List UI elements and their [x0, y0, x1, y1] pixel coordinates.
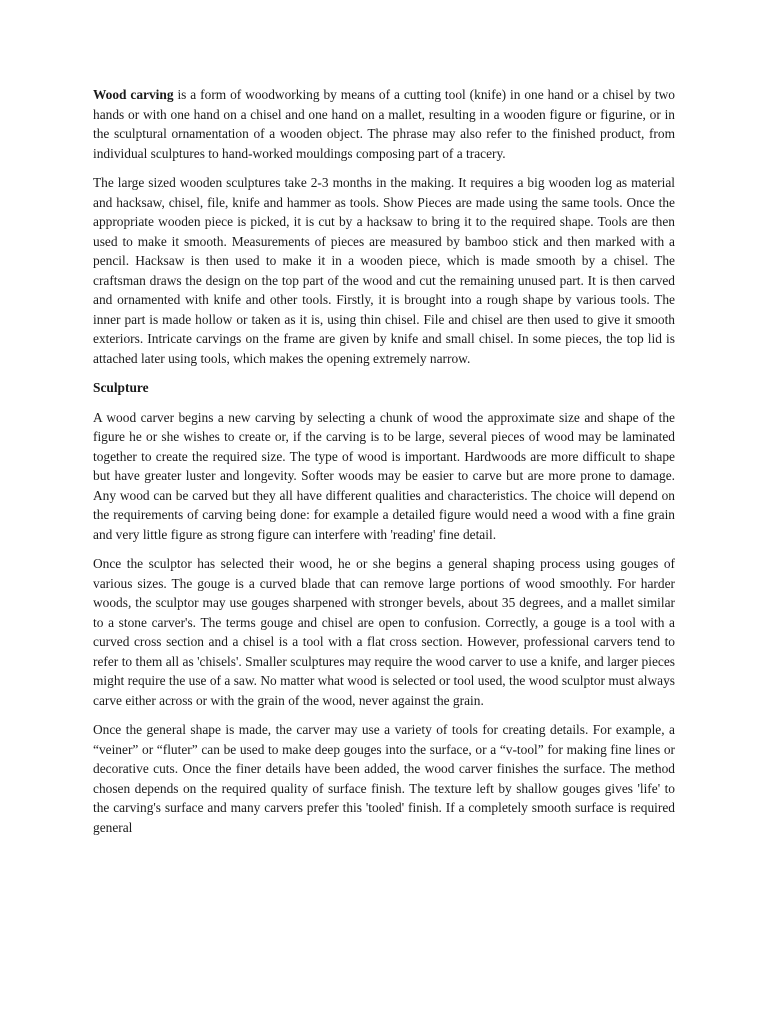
paragraph-selecting-wood: A wood carver begins a new carving by selecting a chunk of wood the approximate size and shape of the figure he or she wishes to create or, if the carving is to be large, several pieces of wood may be laminated together to create the required size. The type of wood is important. Hardwoods are more difficult to shape but have greater luster and longevity. Softer woods may be easier to carve but are more prone to damage. Any wood can be carved but they all have different qualities and characteristics. The choice will depend on the requirements of carving being done: for example a detailed figure would need a wood with a fine grain and very little figure as strong figure can interfere with 'reading' fine detail.	[93, 409, 675, 542]
intro-lead-term: Wood carving	[93, 87, 174, 102]
document-page	[93, 85, 675, 847]
intro-body: is a form of woodworking by means of a cutting tool (knife) in one hand or a chisel by two hands or with one hand on a chisel and one hand on a mallet, resulting in a wooden figure or figurine, or in the sculptural ornamentation of a wooden object. The phrase may also refer to the finished product, from individual sculptures to hand-worked mouldings composing part of a tracery.	[93, 87, 675, 161]
paragraph-large-sculptures: The large sized wooden sculptures take 2-3 months in the making. It requires a big wooden log as material and hacksaw, chisel, file, knife and hammer as tools. Show Pieces are made using the same tools. Once the appropriate wooden piece is picked, it is cut by a hacksaw to bring it to the required shape. Tools are then used to make it smooth. Measurements of pieces are measured by bamboo stick and then marked with a pencil. Hacksaw is then used to make it in a wooden piece, which is made smooth by a chisel. The craftsman draws the design on the top part of the wood and cut the remaining unused part. It is then carved and ornamented with knife and other tools. Firstly, it is brought into a rough shape by various tools. The inner part is made hollow or taken as it is, using thin chisel. File and chisel are then used to give it smooth exteriors. Intricate carvings on the frame are given by knife and small chisel. In some pieces, the top lid is attached later using tools, which makes the opening extremely narrow.	[93, 175, 675, 366]
paragraph-shaping-process: Once the sculptor has selected their wood, he or she begins a general shaping process using gouges of various sizes. The gouge is a curved blade that can remove large portions of wood smoothly. For harder woods, the sculptor may use gouges sharpened with stronger bevels, about 35 degrees, and a mallet similar to a stone carver's. The terms gouge and chisel are open to confusion. Correctly, a gouge is a tool with a curved cross section and a chisel is a tool with a flat cross section. However, professional carvers tend to refer to them all as 'chisels'. Smaller sculptures may require the wood carver to use a knife, and larger pieces might require the use of a saw. No matter what wood is selected or tool used, the wood sculptor must always carve either across or with the grain of the wood, never against the grain.	[93, 556, 675, 708]
paragraph-details-finish: Once the general shape is made, the carver may use a variety of tools for creating details. For example, a “veiner” or “fluter” can be used to make deep gouges into the surface, or a “v-tool” for making fine lines or decorative cuts. Once the finer details have been added, the wood carver finishes the surface. The method chosen depends on the required quality of surface finish. The texture left by shallow gouges gives 'life' to the carving's surface and many carvers prefer this 'tooled' finish. If a completely smooth surface is required general	[93, 722, 675, 835]
intro-paragraph	[93, 85, 675, 163]
section-heading-sculpture: Sculpture	[93, 380, 149, 395]
